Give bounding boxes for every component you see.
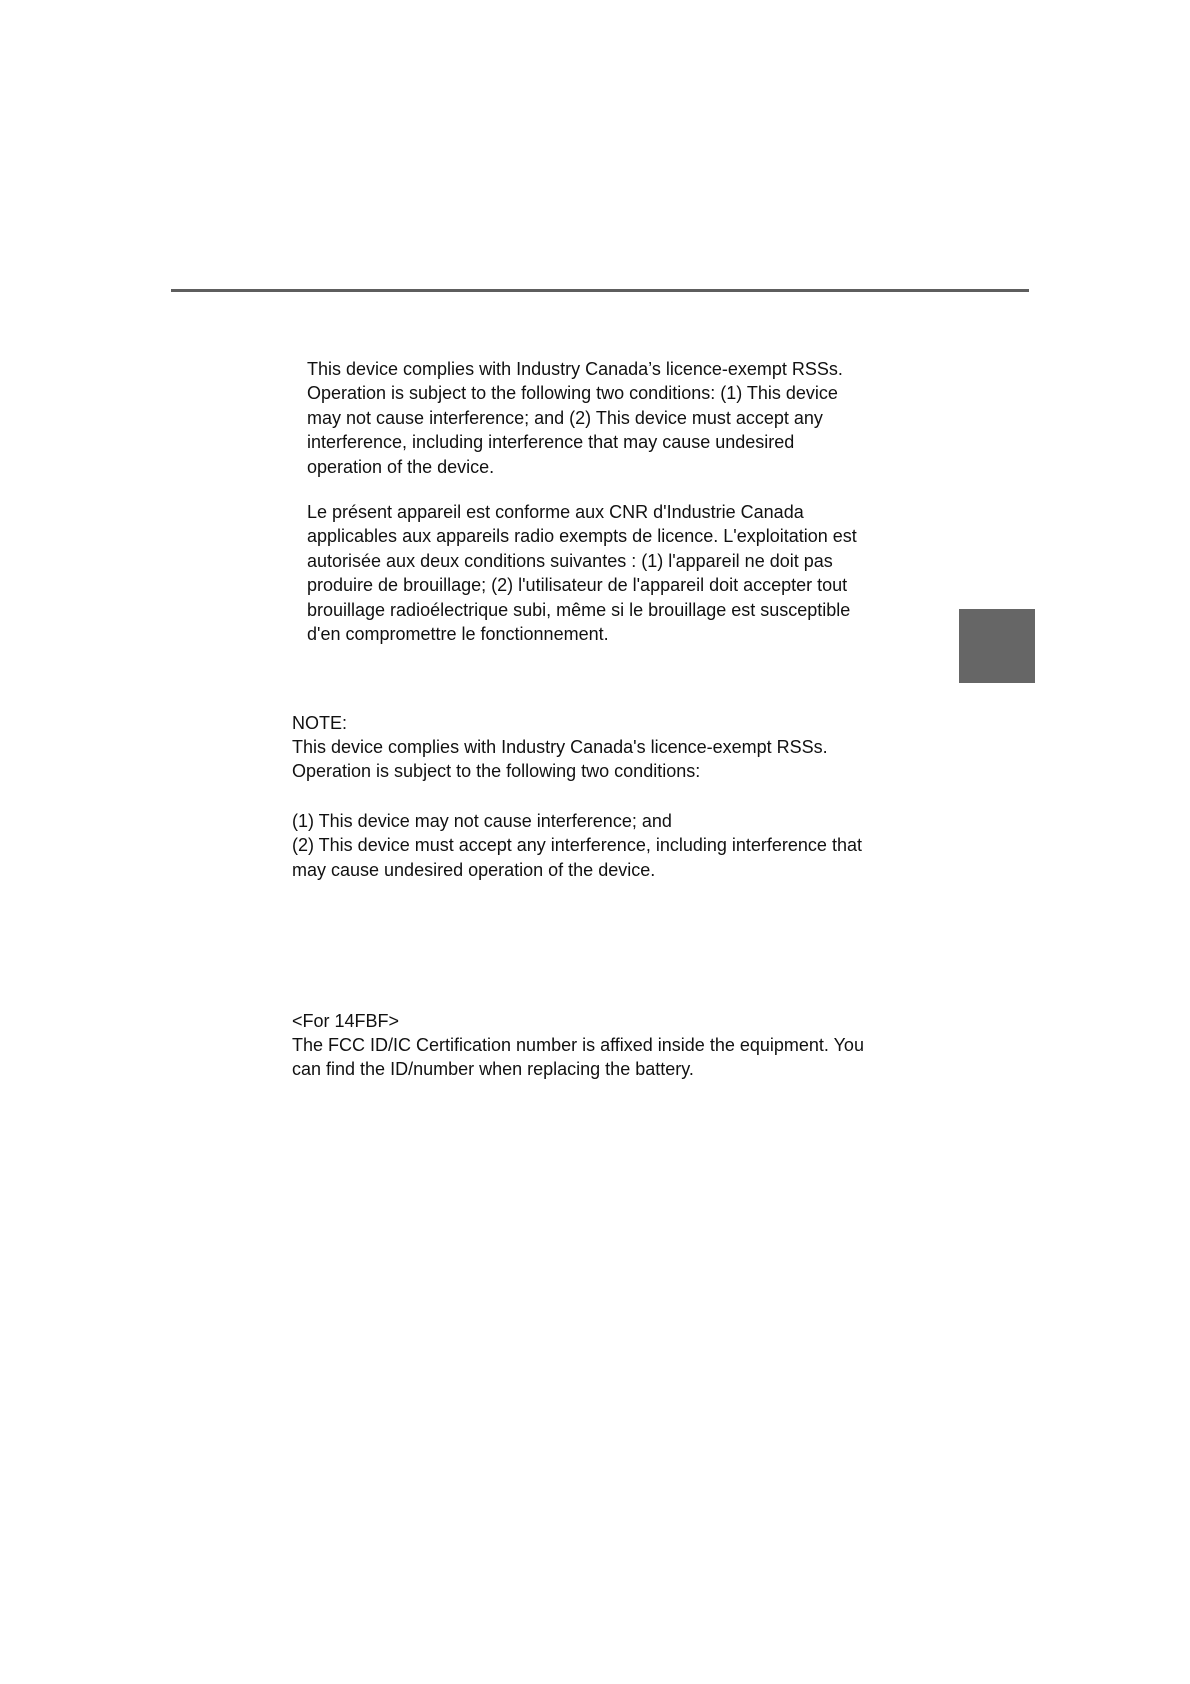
- model-heading: <For 14FBF>: [292, 1011, 400, 1031]
- certification-location-text: The FCC ID/IC Certification number is affixed inside the equipment. You can find the ID/number when replacing the battery.: [292, 1035, 864, 1080]
- ic-compliance-paragraph-french: Le présent appareil est conforme aux CNR d'Industrie Canada applicables aux appareils radio exempts de licence. L'exploitation est autorisée aux deux conditions suivantes : (1) l'appareil ne doit pas produire de brouillage; (2) l'utilisateur de l'appareil doit accepter tout brouillage radioélectrique subi, même si le brouillage est susceptible d'en compromettre le fonctionnement.: [307, 502, 857, 645]
- note-label: NOTE:: [292, 713, 348, 733]
- chapter-tab-marker: [959, 609, 1035, 683]
- header-divider: [171, 289, 1029, 292]
- conditions-list: (1) This device may not cause interference; and (2) This device must accept any interference, including interference that may cause undesired operation of the device.: [292, 811, 862, 880]
- ic-compliance-paragraph-english: This device complies with Industry Canada’s licence-exempt RSSs. Operation is subject to the following two conditions: (1) This device may not cause interference; and (2) This device must accept any interference, including interference that may cause undesired operation of the device.: [307, 359, 843, 477]
- note-text: This device complies with Industry Canada's licence-exempt RSSs. Operation is subject to the following two conditions:: [292, 737, 828, 782]
